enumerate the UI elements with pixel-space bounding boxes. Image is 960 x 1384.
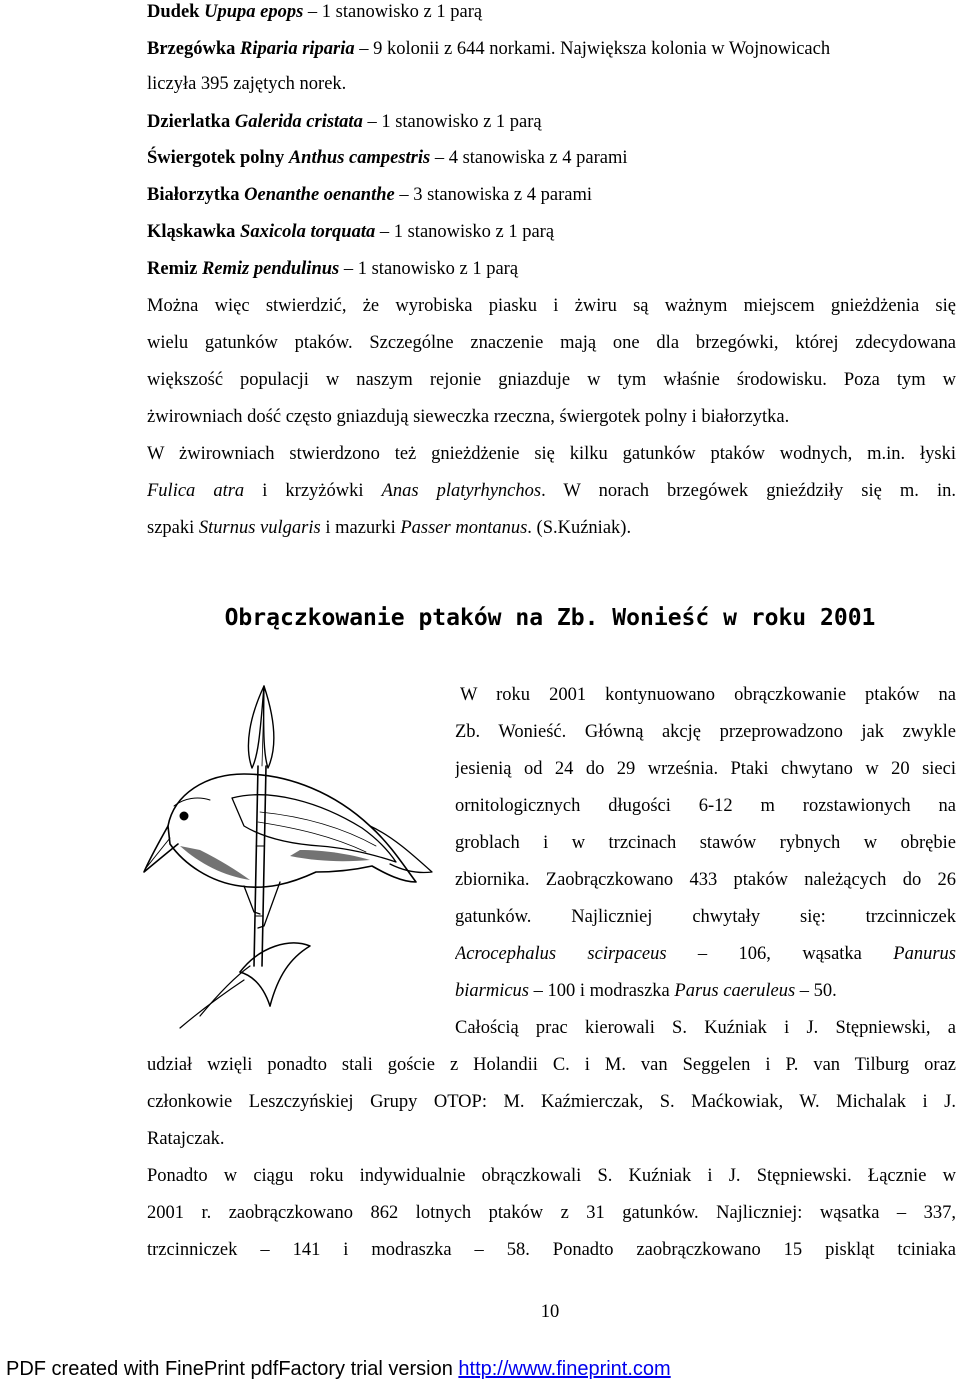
latin-name: Fulica atra <box>147 481 245 501</box>
para4-line2: 2001 r. zaobrączkowano 862 lotnych ptaków z 31 gatunków. Najliczniej: wąsatka – 337, <box>147 1203 956 1223</box>
column-line: jesienią od 24 do 29 września. Ptaki chwytano w 20 sieci <box>455 759 956 779</box>
column-line: groblach i w trzcinach stawów rybnych w obrębie <box>455 833 956 853</box>
species-line-continuation <box>147 72 956 96</box>
text-segment: . (S.Kuźniak). <box>527 518 632 538</box>
text-segment: . W norach brzegówek gnieździły się m. in. <box>541 481 956 501</box>
page-number: 10 <box>540 1302 560 1322</box>
species-name-lat: Saxicola torquata <box>240 222 376 242</box>
species-line-penduline-tit <box>147 257 956 281</box>
footer-link[interactable]: http://www.fineprint.com <box>458 1358 671 1380</box>
footer-text: PDF created with FinePrint pdfFactory trial version <box>6 1358 459 1380</box>
species-line-crested-lark <box>147 110 956 134</box>
bird-illustration <box>140 676 440 1032</box>
species-line-stonechat <box>147 220 956 244</box>
species-count: – 1 stanowisko z 1 parą <box>375 222 555 242</box>
column-line: Zb. Wonieść. Główną akcję przeprowadzono jak zwykle <box>455 722 956 742</box>
text-segment: i mazurki <box>320 518 401 538</box>
para1-line4: żwirowniach dość często gniazdują sieweczka rzeczna, świergotek polny i białorzytka. <box>147 407 790 427</box>
text-segment: i krzyżówki <box>244 481 382 501</box>
column-line: zbiornika. Zaobrączkowano 433 ptaków należących do 26 <box>455 870 956 890</box>
column-line: Całością prac kierowali S. Kuźniak i J. Stępniewski, a <box>455 1018 956 1038</box>
section-heading <box>0 600 960 636</box>
para1-line3: większość populacji w naszym rejonie gniazduje w tym właśnie środowisku. Poza tym w <box>147 370 956 390</box>
species-count: – 4 stanowiska z 4 parami <box>430 148 628 168</box>
text-segment: – 106, wąsatka <box>666 944 894 964</box>
species-name-pl: Dudek <box>147 2 200 22</box>
latin-name: Sturnus vulgaris <box>198 518 321 538</box>
heading-text: Obrączkowanie ptaków na Zb. Wonieść w roku 2001 <box>224 605 876 631</box>
species-name-pl: Brzegówka <box>147 39 236 59</box>
ringing-column <box>455 683 956 1053</box>
species-name-lat: Anthus campestris <box>288 148 431 168</box>
latin-name: Acrocephalus scirpaceus <box>455 944 667 964</box>
species-name-lat: Galerida cristata <box>234 112 363 132</box>
species-line-tawny-pipit <box>147 146 956 170</box>
para3-line1: udział wzięli ponadto stali goście z Holandii C. i M. van Seggelen i P. van Tilburg oraz <box>147 1055 956 1075</box>
species-line-hoopoe <box>147 0 956 24</box>
species-count: – 9 kolonii z 644 norkami. Największa kolonia w Wojnowicach <box>354 39 831 59</box>
species-name-pl: Kląskawka <box>147 222 236 242</box>
text-segment: – 100 i modraszka <box>529 981 675 1001</box>
latin-name: biarmicus <box>455 981 529 1001</box>
species-line-wheatear <box>147 183 956 207</box>
column-line: gatunków. Najliczniej chwytały się: trzcinniczek <box>455 907 956 927</box>
species-name-pl: Świergotek polny <box>147 148 285 168</box>
para2-line3 <box>147 516 956 540</box>
column-line: ornitologicznych długości 6-12 m rozstawionych na <box>455 796 956 816</box>
latin-name: Passer montanus <box>400 518 528 538</box>
para1-line1: Można więc stwierdzić, że wyrobiska piasku i żwiru są ważnym miejscem gnieżdżenia się <box>147 296 956 316</box>
column-line <box>455 942 956 966</box>
continuation-text: liczyła 395 zajętych norek. <box>147 74 347 94</box>
text-segment: szpaki <box>147 518 199 538</box>
species-name-lat: Riparia riparia <box>240 39 355 59</box>
species-name-pl: Białorzytka <box>147 185 240 205</box>
text-segment: – 50. <box>795 981 837 1001</box>
species-name-lat: Remiz pendulinus <box>201 259 340 279</box>
latin-name: Parus caeruleus <box>674 981 796 1001</box>
para3-line3: Ratajczak. <box>147 1129 225 1149</box>
species-name-pl: Dzierlatka <box>147 112 231 132</box>
para3-line2: członkowie Leszczyńskiej Grupy OTOP: M. Kaźmierczak, S. Maćkowiak, W. Michalak i J. <box>147 1092 956 1112</box>
para2-line2 <box>147 479 956 503</box>
species-name-lat: Upupa epops <box>204 2 304 22</box>
column-line <box>455 979 837 1003</box>
column-line: W roku 2001 kontynuowano obrączkowanie ptaków na <box>460 685 956 705</box>
species-name-lat: Oenanthe oenanthe <box>244 185 395 205</box>
species-line-sand-martin <box>147 37 956 61</box>
para4-line1: Ponadto w ciągu roku indywidualnie obrączkowali S. Kuźniak i J. Stępniewski. Łącznie w <box>147 1166 956 1186</box>
species-count: – 3 stanowiska z 4 parami <box>394 185 593 205</box>
para2-line1: W żwirowniach stwierdzono też gnieżdżenie się kilku gatunków ptaków wodnych, m.in. łyski <box>147 444 956 464</box>
para4-line3: trzcinniczek – 141 i modraszka – 58. Ponadto zaobrączkowano 15 piskląt tciniaka <box>147 1240 956 1260</box>
para1-line2: wielu gatunków ptaków. Szczególne znaczenie mają one dla brzegówki, której zdecydowana <box>147 333 956 353</box>
species-count: – 1 stanowisko z 1 parą <box>303 2 483 22</box>
species-count: – 1 stanowisko z 1 parą <box>339 259 519 279</box>
latin-name: Anas platyrhynchos <box>381 481 542 501</box>
species-count: – 1 stanowisko z 1 parą <box>362 112 542 132</box>
pdf-footer <box>6 1356 671 1382</box>
latin-name: Panurus <box>893 944 956 964</box>
species-name-pl: Remiz <box>147 259 198 279</box>
